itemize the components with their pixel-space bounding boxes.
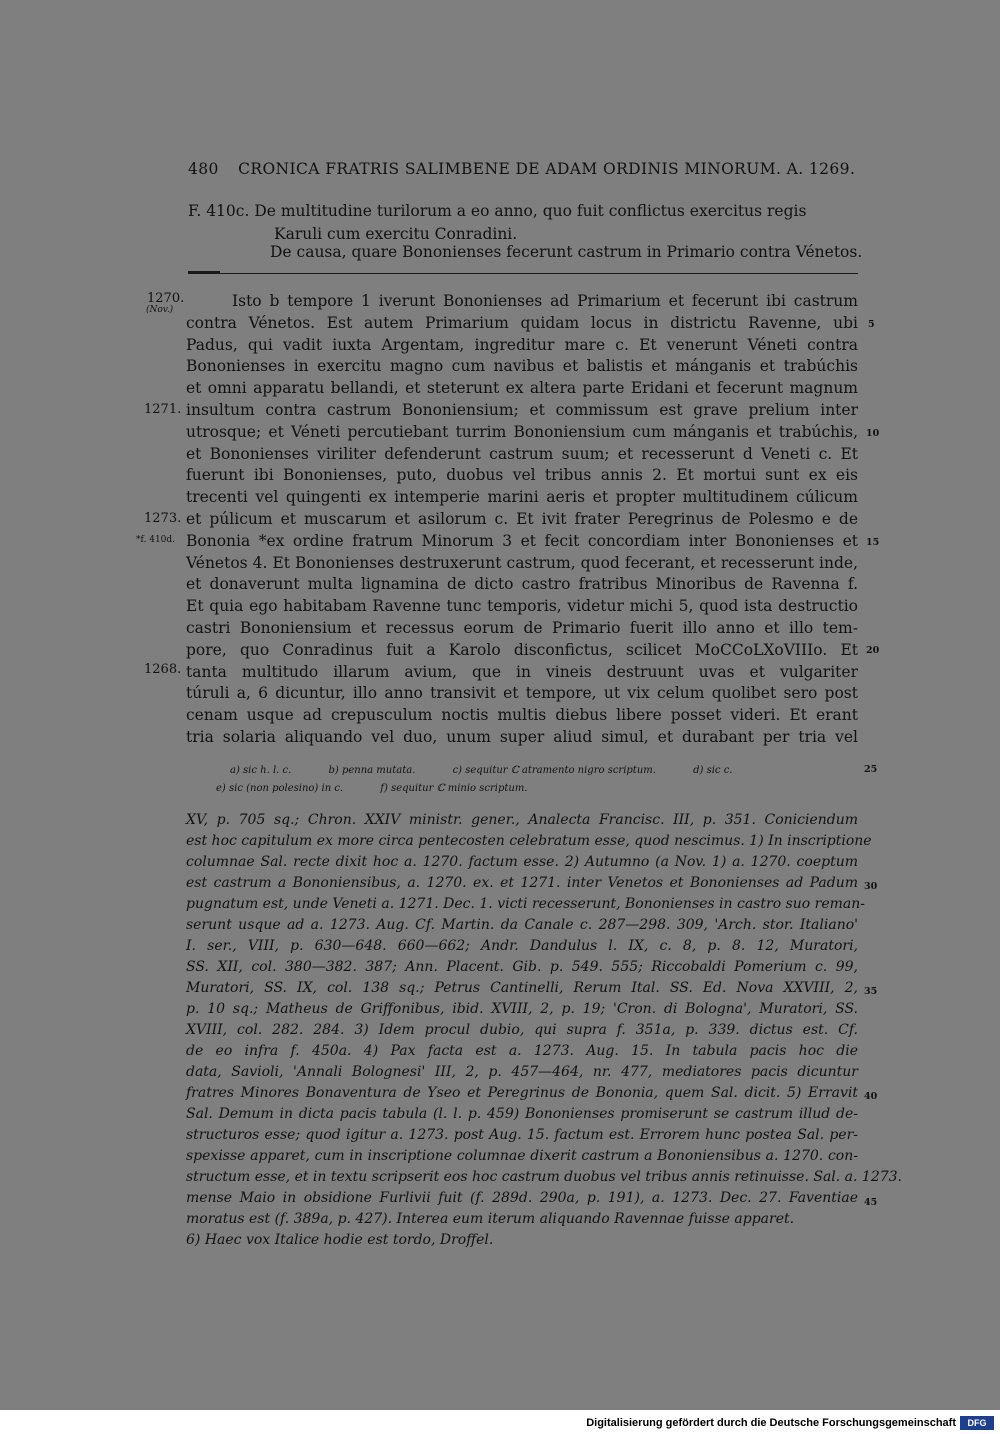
heading-line-2: Karuli cum exercitu Conradini.	[274, 225, 518, 243]
running-header	[188, 160, 855, 178]
commentary-line: mense Maio in obsidione Furlivii fuit (f. 289d. 290a, p. 191), a. 1273. Dec. 27. Faventiae	[186, 1190, 858, 1206]
apparatus-note: c) sequitur ℂ atramento nigro scriptum.	[452, 765, 656, 776]
text-line: insultum contra castrum Bononiensium; et commissum est grave prelium inter	[186, 400, 858, 419]
margin-date: 1270.	[147, 291, 185, 306]
apparatus-note: d) sic c.	[693, 765, 733, 776]
text-line: Vénetos 4. Et Bononienses destruxerunt castrum, quod fecerant, et recesserunt inde,	[186, 553, 858, 572]
commentary-line: spexisse apparet, cum in inscriptione columnae dixerit castrum a Bononiensibus a. 1270. con-	[186, 1148, 858, 1164]
running-title: CRONICA FRATRIS SALIMBENE DE ADAM ORDINIS MINORUM. A. 1269.	[238, 160, 856, 178]
text-line: utrosque; et Véneti percutiebant turrim Bononiensium cum mánganis et trabúchis,	[186, 422, 858, 441]
apparatus-note: b) penna mutata.	[328, 765, 416, 776]
heading-line-3: De causa, quare Bononienses fecerunt castrum in Primario contra Vénetos.	[270, 243, 863, 261]
chapter-heading	[188, 200, 868, 246]
commentary-line: Sal. Demum in dicta pacis tabula (l. l. p. 459) Bononienses promiserunt se castrum illud de-	[186, 1106, 858, 1122]
text-line: tria solaria aliquando vel duo, unum super aliud simul, et durabant per tria vel	[186, 727, 858, 746]
text-line: Isto b tempore 1 iverunt Bononienses ad Primarium et fecerunt ibi castrum	[232, 292, 858, 310]
margin-date-note: (Nov.)	[146, 305, 174, 315]
commentary-line: XV, p. 705 sq.; Chron. XXIV ministr. gener., Analecta Francisc. III, p. 351. Coniciendum	[186, 812, 858, 828]
text-line: contra Vénetos. Est autem Primarium quidam locus in districtu Ravenne, ubi	[186, 313, 858, 332]
text-line: et omni apparatu bellandi, et steterunt ex altera parte Eridani et fecerunt magnum	[186, 379, 858, 398]
line-number: 15	[866, 537, 880, 548]
commentary-line: est hoc capitulum ex more circa pentecosten celebratum esse, quod nescimus. 1) In inscriptione	[186, 833, 872, 849]
text-line: et donaverunt multa lignamina de dicto castro fratribus Minoribus de Ravenna f.	[186, 575, 858, 594]
commentary-line: est castrum a Bononiensibus, a. 1270. ex. et 1271. inter Venetos et Bononienses ad Padum	[186, 875, 858, 891]
commentary-line: moratus est (f. 389a, p. 427). Interea eum iterum aliquando Ravennae fuisse apparet.	[186, 1211, 795, 1227]
divider-rule	[188, 273, 858, 274]
text-line: tanta multitudo illarum avium, que in vineis destruunt uvas et vulgariter	[186, 662, 858, 681]
text-line: pore, quo Conradinus fuit a Karolo disconfictus, scilicet MoCCoLXoVIIIo. Et	[186, 640, 858, 659]
commentary-line: I. ser., VIII, p. 630—648. 660—662; Andr. Dandulus l. IX, c. 8, p. 8. 12, Muratori,	[186, 938, 858, 954]
text-line: túruli a, 6 dicuntur, illo anno transivit et tempore, ut vix celum quolibet sero post	[186, 684, 858, 703]
apparatus-line	[230, 762, 766, 780]
line-number: 45	[864, 1197, 878, 1208]
text-line: Padus, qui vadit iuxta Argentam, ingreditur mare c. Et venerunt Véneti contra	[186, 335, 858, 354]
main-text	[186, 291, 858, 749]
text-line: Bononienses in exercitu magno cum navibus et balistis et mánganis et trabúchis	[186, 357, 858, 376]
commentary-line: serunt usque ad a. 1273. Aug. Cf. Martin. da Canale c. 287—298. 309, 'Arch. stor. Italiano'	[186, 917, 858, 933]
commentary-line: data, Savioli, 'Annali Bolognesi' III, 2, p. 457—464, nr. 477, mediatores pacis dicuntur	[186, 1064, 858, 1080]
funding-footer	[0, 1410, 1000, 1434]
commentary-line: XVIII, col. 282. 284. 3) Idem procul dubio, qui supra f. 351a, p. 339. dictus est. Cf.	[186, 1022, 858, 1038]
commentary-line: SS. XII, col. 380—382. 387; Ann. Placent. Gib. p. 549. 555; Riccobaldi Pomerium c. 99,	[186, 959, 858, 975]
commentary-line: 6) Haec vox Italice hodie est tordo, Droffel.	[186, 1232, 494, 1248]
margin-date: 1271.	[144, 402, 182, 417]
line-number: 30	[864, 881, 878, 892]
critical-apparatus	[216, 762, 766, 798]
apparatus-note: f) sequitur ℂ minio scriptum.	[380, 783, 528, 794]
commentary-line: columnae Sal. recte dixit hoc a. 1270. factum esse. 2) Autumno (a Nov. 1) a. 1270. coeptum	[186, 854, 858, 870]
commentary-line: pugnatum est, unde Veneti a. 1271. Dec. 1. victi recesserunt, Bononienses in castro suo reman-	[186, 896, 865, 912]
text-line: Bononia *ex ordine fratrum Minorum 3 et fecit concordiam inter Bononienses et	[186, 531, 858, 550]
commentary-line: p. 10 sq.; Matheus de Griffonibus, ibid. XVIII, 2, p. 19; 'Cron. di Bologna', Muratori, SS.	[186, 1001, 858, 1017]
commentary-line: Muratori, SS. IX, col. 138 sq.; Petrus Cantinelli, Rerum Ital. SS. Ed. Nova XXVIII, 2,	[186, 980, 858, 996]
text-line: castri Bononiensium et recessus eorum de Primario fuerit illo anno et illo tem-	[186, 618, 858, 637]
text-line: cenam usque ad crepusculum noctis multis diebus libere posset videri. Et erant	[186, 706, 858, 725]
funding-credit: Digitalisierung gefördert durch die Deutsche Forschungsgemeinschaft	[586, 1417, 956, 1429]
commentary-line: structum esse, et in textu scripserit eos hoc castrum duobus vel tribus annis retinuisse. Sal. a. 1273.	[186, 1169, 902, 1185]
text-line: et Bononienses viriliter defenderunt castrum suum; et recesserunt d Veneti c. Et	[186, 444, 858, 463]
folio-marker: *f. 410d.	[136, 535, 176, 545]
apparatus-line	[216, 780, 766, 798]
text-line: et púlicum et muscarum et asilorum c. Et ivit frater Peregrinus de Polesmo e de	[186, 509, 858, 528]
heading-line-1: F. 410c. De multitudine turilorum a eo anno, quo fuit conflictus exercitus regis	[188, 202, 807, 220]
text-line: fuerunt ibi Bononienses, puto, duobus vel tribus annis 2. Et mortui sunt ex eis	[186, 466, 858, 485]
line-number: 25	[864, 764, 878, 775]
line-number: 40	[864, 1091, 878, 1102]
apparatus-note: e) sic (non polesino) in c.	[216, 783, 344, 794]
text-line: Et quia ego habitabam Ravenne tunc temporis, videtur michi 5, quod ista destructio	[186, 597, 858, 616]
commentary-line: fratres Minores Bonaventura de Yseo et Peregrinus de Bononia, quem Sal. dicit. 5) Erravit	[186, 1085, 858, 1101]
line-number: 35	[864, 986, 878, 997]
page-number: 480	[188, 160, 219, 178]
text-line: trecenti vel quingenti ex intemperie marini aeris et propter multitudinem cúlicum	[186, 488, 858, 507]
line-number: 10	[866, 428, 880, 439]
line-number: 20	[866, 645, 880, 656]
apparatus-note: a) sic h. l. c.	[230, 765, 292, 776]
margin-date: 1273.	[144, 511, 182, 526]
commentary-line: structuros esse; quod igitur a. 1273. post Aug. 15. factum est. Errorem hunc postea Sal. per-	[186, 1127, 858, 1143]
line-number: 5	[868, 319, 875, 330]
dfg-logo: DFG	[960, 1416, 994, 1430]
commentary-line: de eo infra f. 450a. 4) Pax facta est a. 1273. Aug. 15. In tabula pacis hoc die	[186, 1043, 858, 1059]
margin-date: 1268.	[144, 662, 182, 677]
